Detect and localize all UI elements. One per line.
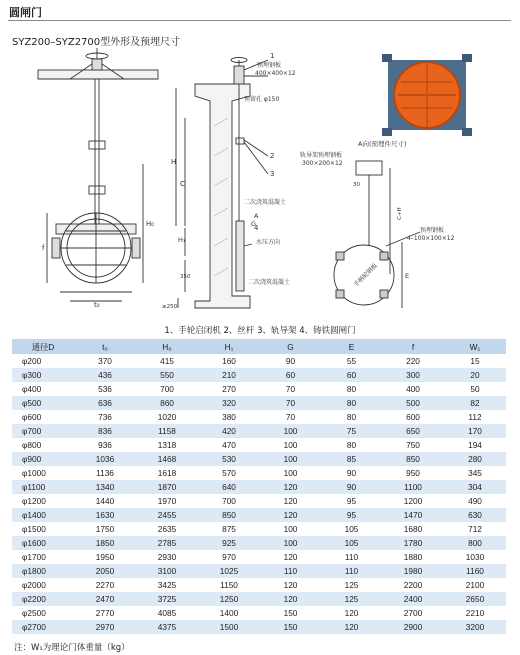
table-cell: 1870 (136, 480, 198, 494)
table-cell: 2270 (74, 578, 136, 592)
label-dim-f: f (42, 244, 45, 252)
cell-diameter: φ2200 (12, 592, 74, 606)
table-header-row (12, 339, 506, 354)
table-cell: 105 (321, 536, 382, 550)
cell-diameter: φ900 (12, 452, 74, 466)
table-cell: 125 (321, 592, 382, 606)
table-cell: 2100 (444, 578, 506, 592)
table-cell: 112 (444, 410, 506, 424)
table-cell: 80 (321, 438, 382, 452)
table-cell: 2200 (382, 578, 444, 592)
table-cell: 220 (382, 354, 444, 368)
table-cell: 95 (321, 508, 382, 522)
table-cell: 850 (382, 452, 444, 466)
table-cell: 3100 (136, 564, 198, 578)
label-grout-b: 二次浇筑混凝土 (248, 279, 291, 286)
cell-diameter: φ2700 (12, 620, 74, 634)
header-f: f (382, 339, 444, 354)
table-cell: 110 (321, 564, 382, 578)
cell-diameter: φ300 (12, 368, 74, 382)
cell-diameter: φ500 (12, 396, 74, 410)
table-cell: 1136 (74, 466, 136, 480)
table-cell: 120 (321, 620, 382, 634)
table-cell: 85 (321, 452, 382, 466)
cell-diameter: φ1700 (12, 550, 74, 564)
table-cell: 4375 (136, 620, 198, 634)
label-callout-4: 4 (254, 224, 259, 232)
table-cell: 90 (321, 466, 382, 480)
table-row (12, 550, 506, 564)
weight-note: 注：W₁为理论门体重量（kg） (14, 643, 130, 653)
label-embed-plate: 预埋钢板 (257, 62, 282, 69)
table-row (12, 606, 506, 620)
table-cell: 1100 (382, 480, 444, 494)
table-cell: 2930 (136, 550, 198, 564)
table-cell: 100 (260, 438, 321, 452)
table-cell: 1500 (198, 620, 260, 634)
table-cell: 530 (198, 452, 260, 466)
table-cell: 120 (260, 480, 321, 494)
technical-drawings (0, 46, 520, 321)
table-cell: 120 (260, 592, 321, 606)
table-row (12, 410, 506, 424)
table-row (12, 592, 506, 606)
header-diameter: 通径D (12, 339, 74, 354)
table-row (12, 564, 506, 578)
table-cell: 1158 (136, 424, 198, 438)
table-cell: 436 (74, 368, 136, 382)
label-dim-E: E (405, 272, 410, 280)
table-cell: 860 (136, 396, 198, 410)
table-cell: 2700 (382, 606, 444, 620)
table-row (12, 424, 506, 438)
table-cell: 105 (321, 522, 382, 536)
table-cell: 1880 (382, 550, 444, 564)
label-callout-1: 1 (270, 52, 275, 60)
table-cell: 120 (321, 606, 382, 620)
table-cell: 70 (260, 396, 321, 410)
label-dim-Wt: H₀ (146, 220, 155, 228)
table-cell: 2900 (382, 620, 444, 634)
dimension-table (12, 339, 506, 634)
table-cell: 1025 (198, 564, 260, 578)
table-row (12, 382, 506, 396)
table-cell: 100 (260, 452, 321, 466)
table-cell: 2050 (74, 564, 136, 578)
table-cell: 15 (444, 354, 506, 368)
table-cell: 970 (198, 550, 260, 564)
header-W1: W₁ (444, 339, 506, 354)
label-callout-3: 3 (270, 170, 275, 178)
label-dim-350: 350 (180, 274, 191, 280)
table-cell: 90 (260, 354, 321, 368)
table-cell: 570 (198, 466, 260, 480)
gate-product-photo (382, 54, 472, 136)
page-title: 圆闸门 (9, 6, 42, 19)
table-cell: 1630 (74, 508, 136, 522)
table-cell: 380 (198, 410, 260, 424)
cell-diameter: φ1800 (12, 564, 74, 578)
table-cell: 1440 (74, 494, 136, 508)
table-cell: 90 (321, 480, 382, 494)
table-cell: 60 (321, 368, 382, 382)
parts-legend-caption: 1、手轮启闭机 2、丝杆 3、轨导架 4、铸铁圆闸门 (164, 326, 356, 336)
table-cell: 20 (444, 368, 506, 382)
table-cell: 950 (382, 466, 444, 480)
table-cell: 82 (444, 396, 506, 410)
table-cell: 1470 (382, 508, 444, 522)
table-cell: 50 (444, 382, 506, 396)
header-divider (8, 20, 511, 21)
table-cell: 170 (444, 424, 506, 438)
table-cell: 470 (198, 438, 260, 452)
table-cell: 750 (382, 438, 444, 452)
table-cell: 1160 (444, 564, 506, 578)
table-cell: 304 (444, 480, 506, 494)
table-cell: 80 (321, 382, 382, 396)
table-cell: 640 (198, 480, 260, 494)
table-cell: 100 (260, 536, 321, 550)
table-cell: 1150 (198, 578, 260, 592)
table-row (12, 522, 506, 536)
table-cell: 400 (382, 382, 444, 396)
table-cell: 110 (260, 564, 321, 578)
table-cell: 700 (136, 382, 198, 396)
table-cell: 1250 (198, 592, 260, 606)
table-cell: 420 (198, 424, 260, 438)
table-cell: 60 (260, 368, 321, 382)
table-cell: 700 (198, 494, 260, 508)
front-view-drawing (38, 48, 158, 301)
table-cell: 1780 (382, 536, 444, 550)
table-row (12, 480, 506, 494)
table-row (12, 536, 506, 550)
header-t0: t₀ (74, 339, 136, 354)
table-cell: 320 (198, 396, 260, 410)
table-cell: 712 (444, 522, 506, 536)
table-cell: 1036 (74, 452, 136, 466)
table-cell: 500 (382, 396, 444, 410)
table-cell: 120 (260, 578, 321, 592)
cell-diameter: φ1400 (12, 508, 74, 522)
table-row (12, 452, 506, 466)
table-cell: 80 (321, 410, 382, 424)
table-cell: 3725 (136, 592, 198, 606)
table-cell: 1400 (198, 606, 260, 620)
label-embed-plate2: 预埋钢板 (420, 227, 445, 234)
table-cell: 2455 (136, 508, 198, 522)
table-cell: 120 (260, 550, 321, 564)
table-cell: 120 (260, 508, 321, 522)
table-cell: 600 (382, 410, 444, 424)
table-row (12, 466, 506, 480)
cell-diameter: φ1500 (12, 522, 74, 536)
label-dim-cH: C+H (397, 207, 403, 220)
table-cell: 270 (198, 382, 260, 396)
label-dim-H: H (171, 158, 177, 166)
table-cell: 1200 (382, 494, 444, 508)
table-cell: 1680 (382, 522, 444, 536)
label-dim-G: G (251, 220, 257, 228)
label-dim-Ht: H₁ (178, 236, 186, 244)
table-cell: 636 (74, 396, 136, 410)
table-cell: 100 (260, 424, 321, 438)
table-cell: 1970 (136, 494, 198, 508)
label-dim-t0: t₀ (94, 301, 100, 309)
table-cell: 1340 (74, 480, 136, 494)
table-cell: 1618 (136, 466, 198, 480)
table-cell: 925 (198, 536, 260, 550)
table-cell: 70 (260, 410, 321, 424)
cell-diameter: φ1000 (12, 466, 74, 480)
header-E: E (321, 339, 382, 354)
table-cell: 110 (321, 550, 382, 564)
table-cell: 2970 (74, 620, 136, 634)
table-row (12, 578, 506, 592)
table-row (12, 494, 506, 508)
label-dim-30: 30 (353, 182, 360, 188)
label-embed-plate2-size: 4–100×100×12 (407, 235, 455, 242)
table-cell: 4085 (136, 606, 198, 620)
table-cell: 2210 (444, 606, 506, 620)
header-G: G (260, 339, 321, 354)
cell-diameter: φ700 (12, 424, 74, 438)
label-dim-250: ≥250 (162, 304, 178, 310)
table-row (12, 508, 506, 522)
table-cell: 280 (444, 452, 506, 466)
cell-diameter: φ800 (12, 438, 74, 452)
header-H0: H₀ (136, 339, 198, 354)
table-cell: 160 (198, 354, 260, 368)
table-cell: 736 (74, 410, 136, 424)
table-cell: 2635 (136, 522, 198, 536)
table-cell: 95 (321, 494, 382, 508)
cell-diameter: φ1600 (12, 536, 74, 550)
label-dim-C: C (180, 180, 185, 188)
label-embed-plate-size: 400×400×12 (255, 70, 296, 77)
table-cell: 194 (444, 438, 506, 452)
table-row (12, 438, 506, 452)
table-cell: 415 (136, 354, 198, 368)
table-cell: 1030 (444, 550, 506, 564)
label-water-dir: 水压方向 (256, 239, 281, 246)
table-cell: 2785 (136, 536, 198, 550)
table-cell: 630 (444, 508, 506, 522)
table-cell: 100 (260, 466, 321, 480)
table-cell: 150 (260, 620, 321, 634)
cell-diameter: φ2000 (12, 578, 74, 592)
table-cell: 370 (74, 354, 136, 368)
table-cell: 850 (198, 508, 260, 522)
table-body (12, 354, 506, 634)
cell-diameter: φ400 (12, 382, 74, 396)
table-cell: 345 (444, 466, 506, 480)
table-cell: 836 (74, 424, 136, 438)
table-cell: 80 (321, 396, 382, 410)
table-cell: 120 (260, 494, 321, 508)
table-cell: 936 (74, 438, 136, 452)
table-cell: 70 (260, 382, 321, 396)
table-cell: 75 (321, 424, 382, 438)
label-callout-2: 2 (270, 152, 275, 160)
table-cell: 800 (444, 536, 506, 550)
table-cell: 490 (444, 494, 506, 508)
table-cell: 650 (382, 424, 444, 438)
table-cell: 3425 (136, 578, 198, 592)
table-cell: 875 (198, 522, 260, 536)
table-cell: 2770 (74, 606, 136, 620)
table-cell: 1468 (136, 452, 198, 466)
table-cell: 1750 (74, 522, 136, 536)
cell-diameter: φ1100 (12, 480, 74, 494)
cell-diameter: φ600 (12, 410, 74, 424)
table-cell: 125 (321, 578, 382, 592)
cell-diameter: φ200 (12, 354, 74, 368)
table-cell: 210 (198, 368, 260, 382)
table-cell: 1950 (74, 550, 136, 564)
table-row (12, 396, 506, 410)
table-cell: 2650 (444, 592, 506, 606)
cell-diameter: φ1200 (12, 494, 74, 508)
table-row (12, 368, 506, 382)
label-dim-A: A (254, 212, 259, 220)
table-cell: 3200 (444, 620, 506, 634)
table-cell: 1980 (382, 564, 444, 578)
table-cell: 550 (136, 368, 198, 382)
label-guide-plate: 轨导架预埋钢板 (300, 152, 343, 159)
table-cell: 300 (382, 368, 444, 382)
label-view-a: A向(预埋件尺寸) (358, 140, 407, 148)
label-grout-a: 二次浇筑混凝土 (244, 199, 287, 206)
figure-subtitle: SYZ200–SYZ2700型外形及预埋尺寸 (12, 37, 181, 48)
table-cell: 55 (321, 354, 382, 368)
table-row (12, 354, 506, 368)
cell-diameter: φ2500 (12, 606, 74, 620)
table-row (12, 620, 506, 634)
label-stamp: 手柄轮钢板 (352, 262, 379, 289)
table-cell: 1318 (136, 438, 198, 452)
table-cell: 100 (260, 522, 321, 536)
table-cell: 150 (260, 606, 321, 620)
table-cell: 1020 (136, 410, 198, 424)
table-cell: 2400 (382, 592, 444, 606)
table-cell: 536 (74, 382, 136, 396)
header-H1: H₁ (198, 339, 260, 354)
table-cell: 2470 (74, 592, 136, 606)
label-embed-hole: 预留孔 φ150 (244, 96, 280, 103)
table-cell: 1850 (74, 536, 136, 550)
label-guide-plate-size: 300×200×12 (302, 160, 343, 167)
